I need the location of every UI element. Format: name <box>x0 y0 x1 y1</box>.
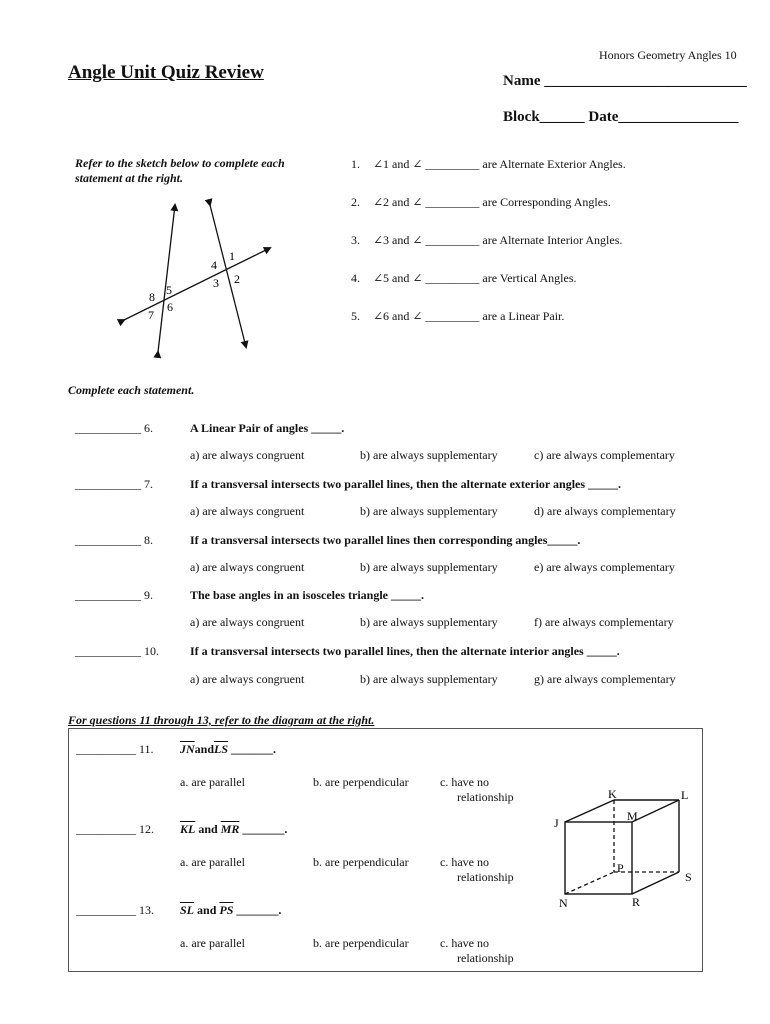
question-12-stem <box>180 822 287 837</box>
question-6-stem: A Linear Pair of angles _____. <box>190 421 345 435</box>
q12-option-b: b. are perpendicular <box>313 855 409 869</box>
q6-option-b: b) are always supplementary <box>360 448 498 462</box>
answer-blank-6[interactable]: ___________ 6. <box>75 421 153 435</box>
q8-option-a: a) are always congruent <box>190 560 305 574</box>
question-12-and: and <box>195 822 221 836</box>
answer-blank-10[interactable]: ___________ 10. <box>75 644 159 658</box>
q9-option-a: a) are always congruent <box>190 615 305 629</box>
complete-heading: Complete each statement. <box>68 383 195 397</box>
statement-4-text: ∠5 and ∠ _________ are Vertical Angles. <box>373 271 577 285</box>
answer-blank-13[interactable]: __________ 13. <box>76 903 154 917</box>
transversal-sketch <box>110 195 280 360</box>
question-11-stem <box>180 742 276 757</box>
line-left <box>158 205 175 352</box>
q11-option-b: b. are perpendicular <box>313 775 409 789</box>
question-11-and: and <box>194 742 215 756</box>
statement-2-number: 2. <box>351 195 360 209</box>
vertex-label-p: P <box>617 861 624 875</box>
segment-ps: $\overline{PS}$ <box>219 903 234 917</box>
q6-option-c: c) are always complementary <box>534 448 675 462</box>
answer-blank-12[interactable]: __________ 12. <box>76 822 154 836</box>
vertex-label-l: L <box>681 788 689 802</box>
q9-option-f: f) are always complementary <box>534 615 674 629</box>
angle-label-5: 5 <box>166 283 172 297</box>
vertex-label-m: M <box>627 809 638 823</box>
segment-ls: $\overline{LS}$ <box>214 742 229 756</box>
angle-label-4: 4 <box>211 258 217 272</box>
question-7-stem: If a transversal intersects two parallel lines, then the alternate exterior angles _____. <box>190 477 622 491</box>
vertex-label-n: N <box>559 896 568 910</box>
vertex-label-s: S <box>685 870 692 884</box>
segment-mr: $\overline{MR}$ <box>220 822 240 836</box>
angle-label-2: 2 <box>234 272 240 286</box>
angle-label-8: 8 <box>149 290 155 304</box>
q9-option-b: b) are always supplementary <box>360 615 498 629</box>
vertex-label-j: J <box>554 816 559 830</box>
question-13-and: and <box>194 903 220 917</box>
statement-1-number: 1. <box>351 157 360 171</box>
statement-2-text: ∠2 and ∠ _________ are Corresponding Angles. <box>373 195 611 209</box>
angle-label-1: 1 <box>229 249 235 263</box>
q10-option-g: g) are always complementary <box>534 672 676 686</box>
sketch-instruction-line-2: statement at the right. <box>75 171 184 185</box>
q8-option-b: b) are always supplementary <box>360 560 498 574</box>
statement-3-number: 3. <box>351 233 360 247</box>
angle-label-7: 7 <box>148 308 154 322</box>
cube-diagram <box>540 782 700 912</box>
q13-option-c-cont: relationship <box>457 951 514 965</box>
angle-label-6: 6 <box>167 300 173 314</box>
question-12-tail: _______. <box>239 822 288 836</box>
statement-3-text: ∠3 and ∠ _________ are Alternate Interior Angles. <box>373 233 623 247</box>
cube-bottom-right-edge <box>632 872 679 894</box>
question-11-tail: _______. <box>228 742 277 756</box>
q12-option-c-cont: relationship <box>457 870 514 884</box>
angle-label-3: 3 <box>213 276 219 290</box>
block-date-field[interactable]: Block______ Date________________ <box>503 109 739 125</box>
q11-option-a: a. are parallel <box>180 775 245 789</box>
segment-kl: $\overline{KL}$ <box>180 822 196 836</box>
answer-blank-8[interactable]: ___________ 8. <box>75 533 153 547</box>
statement-1-text: ∠1 and ∠ _________ are Alternate Exterior Angles. <box>373 157 626 171</box>
q11-option-c-cont: relationship <box>457 790 514 804</box>
statement-5-text: ∠6 and ∠ _________ are a Linear Pair. <box>373 309 565 323</box>
cube-hidden-left-edge <box>565 872 614 894</box>
cube-top-right-edge <box>632 800 679 822</box>
q12-option-c: c. have no <box>440 855 489 869</box>
vertex-label-r: R <box>632 895 641 909</box>
q11-option-c: c. have no <box>440 775 489 789</box>
answer-blank-11[interactable]: __________ 11. <box>76 742 154 756</box>
question-10-stem: If a transversal intersects two parallel lines, then the alternate interior angles _____. <box>190 644 620 658</box>
q13-option-c: c. have no <box>440 936 489 950</box>
question-13-stem <box>180 903 281 918</box>
name-field[interactable]: Name ___________________________ <box>503 73 747 89</box>
q7-option-d: d) are always complementary <box>534 504 676 518</box>
sketch-instruction-line-1: Refer to the sketch below to complete each <box>75 156 285 170</box>
page-title: Angle Unit Quiz Review <box>68 62 264 83</box>
segment-jn: $\overline{JN}$ <box>180 742 195 756</box>
q6-option-a: a) are always congruent <box>190 448 305 462</box>
course-label: Honors Geometry Angles 10 <box>599 48 737 62</box>
q10-option-a: a) are always congruent <box>190 672 305 686</box>
q13-option-a: a. are parallel <box>180 936 245 950</box>
statement-5-number: 5. <box>351 309 360 323</box>
question-9-stem: The base angles in an isosceles triangle _____. <box>190 588 425 602</box>
q7-option-a: a) are always congruent <box>190 504 305 518</box>
box-heading: For questions 11 through 13, refer to the diagram at the right. <box>68 713 375 727</box>
q8-option-e: e) are always complementary <box>534 560 675 574</box>
transversal-line <box>124 248 270 320</box>
q10-option-b: b) are always supplementary <box>360 672 498 686</box>
q7-option-b: b) are always supplementary <box>360 504 498 518</box>
question-8-stem: If a transversal intersects two parallel lines then corresponding angles_____. <box>190 533 581 547</box>
vertex-label-k: K <box>608 787 617 801</box>
segment-sl: $\overline{SL}$ <box>180 903 195 917</box>
question-13-tail: _______. <box>233 903 282 917</box>
q12-option-a: a. are parallel <box>180 855 245 869</box>
answer-blank-9[interactable]: ___________ 9. <box>75 588 153 602</box>
cube-top-left-edge <box>565 800 614 822</box>
q13-option-b: b. are perpendicular <box>313 936 409 950</box>
statement-4-number: 4. <box>351 271 360 285</box>
answer-blank-7[interactable]: ___________ 7. <box>75 477 153 491</box>
cube-front-face <box>565 822 632 894</box>
